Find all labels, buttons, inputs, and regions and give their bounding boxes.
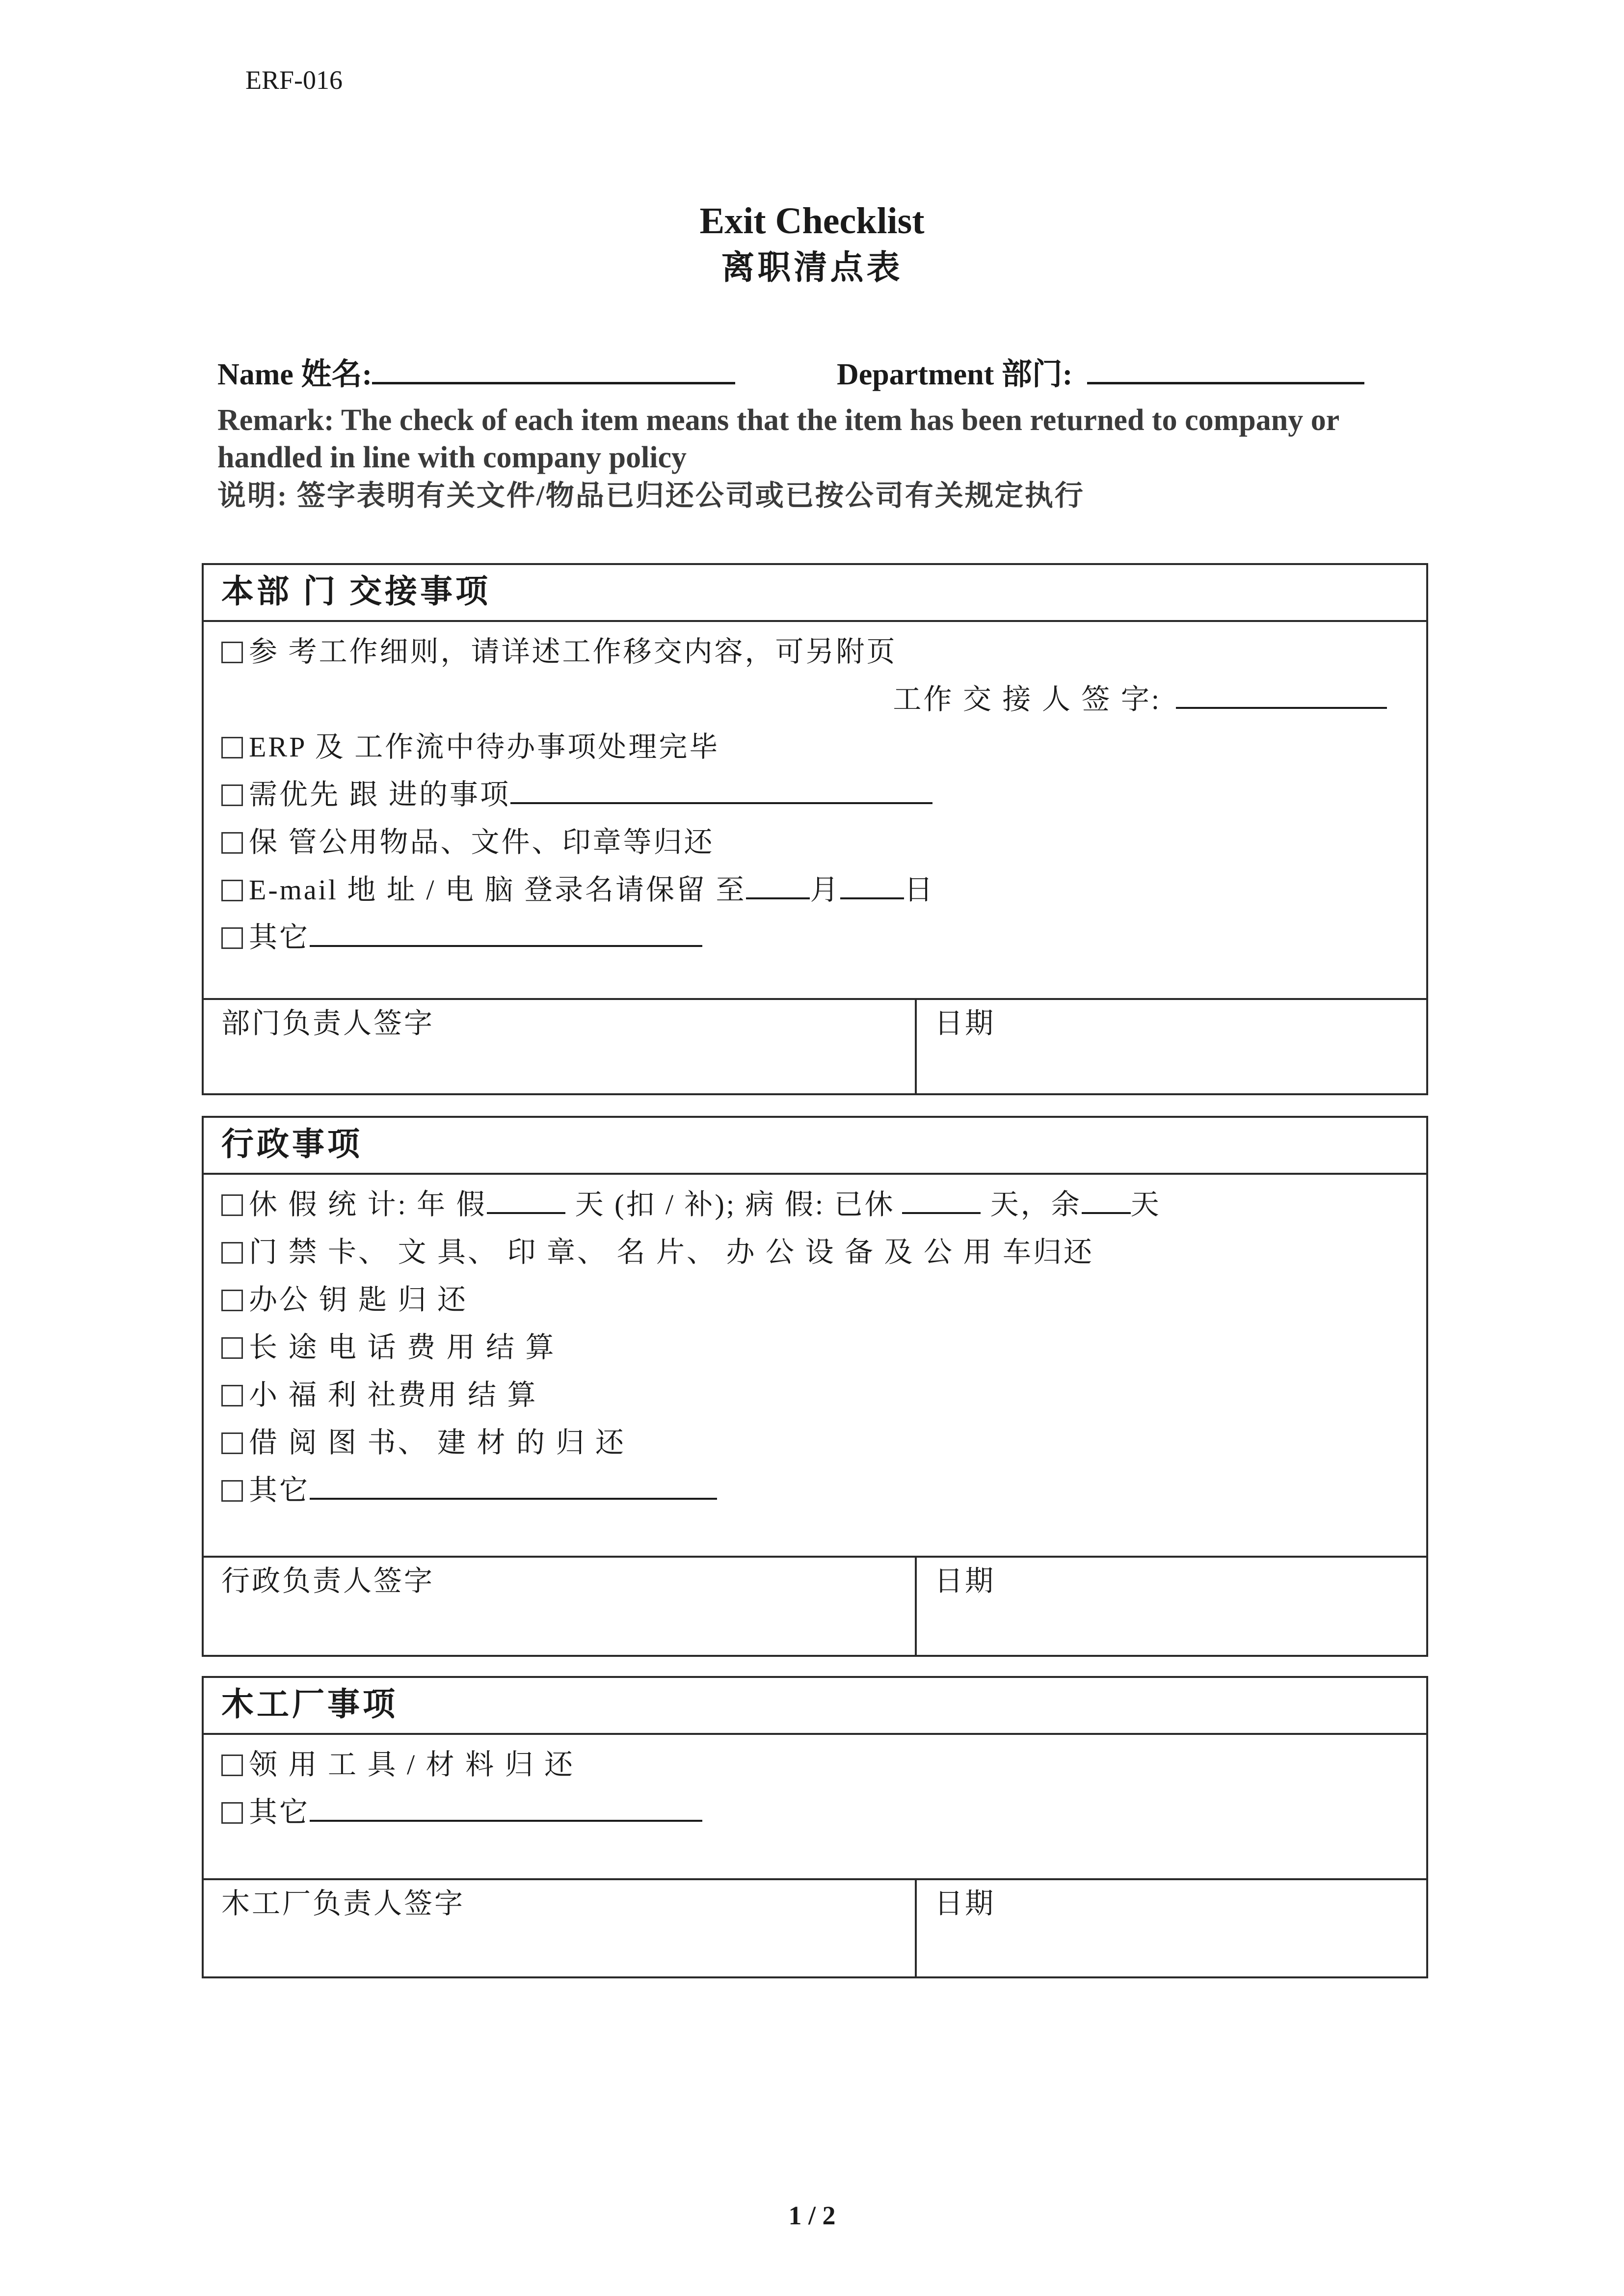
department-label: Department 部门: <box>837 358 1073 391</box>
sick-leave-blank[interactable] <box>902 1188 981 1214</box>
checkbox-icon[interactable] <box>221 642 243 663</box>
signature-cell[interactable] <box>204 1880 917 1976</box>
checklist-item[interactable] <box>221 1324 1426 1371</box>
checkbox-icon[interactable] <box>221 1337 243 1359</box>
department-blank[interactable] <box>1087 354 1364 384</box>
item-blank[interactable] <box>310 920 702 947</box>
item-label: 门 禁 卡、 文 具、 印 章、 名 片、 办 公 设 备 及 公 用 车归还 <box>249 1236 1094 1268</box>
checklist-item[interactable] <box>221 1419 1426 1466</box>
item-label: 保 管公用物品、文件、印章等归还 <box>249 826 715 858</box>
leave-day-end: 天 <box>1130 1189 1161 1220</box>
item-label: 办公 钥 匙 归 还 <box>249 1284 468 1316</box>
checkbox-icon[interactable] <box>221 1194 243 1216</box>
checklist-item[interactable] <box>221 1276 1426 1324</box>
remark-chinese: 说明: 签字表明有关文件/物品已归还公司或已按公司有关规定执行 <box>217 480 1085 512</box>
checklist-item[interactable] <box>221 914 1426 961</box>
section-body <box>204 622 1426 961</box>
section-department-handover <box>202 563 1428 1095</box>
checkbox-icon[interactable] <box>221 1432 243 1454</box>
checklist-item[interactable] <box>221 866 1426 914</box>
item-label: 领 用 工 具 / 材 料 归 还 <box>249 1749 575 1781</box>
signature-label: 部门负责人签字 <box>221 1007 435 1039</box>
item-label: ERP 及 工作流中待办事项处理完毕 <box>249 731 720 763</box>
item-label: E-mail 地 址 / 电 脑 登录名请保留 至 <box>249 874 746 906</box>
leave-days-label: 天 (扣 / 补); 病 假: 已休 <box>575 1189 895 1220</box>
name-field[interactable] <box>217 352 735 397</box>
checkbox-icon[interactable] <box>221 927 243 949</box>
checkbox-icon[interactable] <box>221 880 243 901</box>
checklist-item[interactable] <box>221 771 1426 818</box>
section-heading: 木工厂事项 <box>204 1678 1426 1735</box>
checkbox-icon[interactable] <box>221 832 243 854</box>
date-label: 日期 <box>934 1007 996 1039</box>
checklist-item[interactable] <box>221 1371 1426 1419</box>
checkbox-icon[interactable] <box>221 1242 243 1264</box>
signature-label: 木工厂负责人签字 <box>221 1888 465 1919</box>
item-label: 其它 <box>249 921 310 953</box>
checkbox-icon[interactable] <box>221 784 243 806</box>
item-label: 小 福 利 社费用 结 算 <box>249 1379 538 1411</box>
title-english: Exit Checklist <box>699 200 925 242</box>
checkbox-icon[interactable] <box>221 1480 243 1502</box>
day-blank[interactable] <box>840 873 904 899</box>
name-label: Name 姓名: <box>217 358 373 391</box>
handover-sign-blank[interactable] <box>1176 682 1387 709</box>
signature-cell[interactable] <box>204 1000 917 1093</box>
item-label: 长 途 电 话 费 用 结 算 <box>249 1331 556 1363</box>
day-label: 日 <box>904 874 935 906</box>
checklist-item[interactable] <box>221 1181 1426 1228</box>
handover-sign-label: 工作 交 接 人 签 字: <box>893 683 1161 715</box>
section-body <box>204 1735 1426 1836</box>
item-label: 其它 <box>249 1474 310 1506</box>
department-field[interactable] <box>837 352 1364 397</box>
name-blank[interactable] <box>372 354 735 384</box>
remark-english: Remark: The check of each item means that the item has been returned to company or handled in line with company policy <box>217 404 1339 474</box>
checklist-item[interactable] <box>221 1741 1426 1788</box>
item-label: 需优先 跟 进的事项 <box>249 779 511 810</box>
checklist-item[interactable] <box>221 1466 1426 1514</box>
item-label: 其它 <box>249 1796 310 1828</box>
section-heading: 行政事项 <box>204 1118 1426 1175</box>
annual-leave-blank[interactable] <box>487 1188 565 1214</box>
remaining-leave-blank[interactable] <box>1082 1188 1131 1214</box>
section-heading: 本部 门 交接事项 <box>204 565 1426 622</box>
checkbox-icon[interactable] <box>221 1385 243 1406</box>
leave-day-unit: 天，余 <box>990 1189 1082 1220</box>
item-label: 参 考工作细则，请详述工作移交内容，可另附页 <box>249 636 897 668</box>
item-label: 借 阅 图 书、 建 材 的 归 还 <box>249 1427 626 1459</box>
checklist-item[interactable] <box>221 628 1426 675</box>
section-footer <box>204 998 1426 1093</box>
checkbox-icon[interactable] <box>221 1802 243 1824</box>
section-administration <box>202 1116 1428 1657</box>
date-cell[interactable] <box>917 1000 1426 1093</box>
checklist-item[interactable] <box>221 723 1426 771</box>
month-blank[interactable] <box>746 873 810 899</box>
checklist-item[interactable] <box>221 818 1426 866</box>
handover-signature-line[interactable] <box>221 675 1426 723</box>
date-cell[interactable] <box>917 1880 1426 1976</box>
item-blank[interactable] <box>310 1795 702 1822</box>
item-blank[interactable] <box>510 778 932 804</box>
signature-label: 行政负责人签字 <box>221 1565 435 1597</box>
checklist-item[interactable] <box>221 1228 1426 1276</box>
section-footer <box>204 1878 1426 1976</box>
signature-cell[interactable] <box>204 1558 917 1655</box>
date-label: 日期 <box>934 1888 996 1919</box>
date-label: 日期 <box>934 1565 996 1597</box>
checkbox-icon[interactable] <box>221 1755 243 1776</box>
checkbox-icon[interactable] <box>221 737 243 758</box>
section-woodworking-factory <box>202 1676 1428 1978</box>
checklist-item[interactable] <box>221 1788 1426 1836</box>
item-blank[interactable] <box>310 1473 717 1500</box>
section-body <box>204 1175 1426 1514</box>
title-block <box>0 196 1624 290</box>
date-cell[interactable] <box>917 1558 1426 1655</box>
document-code: ERF-016 <box>245 65 343 95</box>
section-footer <box>204 1556 1426 1655</box>
title-chinese: 离职清点表 <box>721 249 903 286</box>
page-number: 1 / 2 <box>788 2201 836 2230</box>
checkbox-icon[interactable] <box>221 1290 243 1311</box>
month-label: 月 <box>810 874 841 906</box>
item-label: 休 假 统 计: 年 假 <box>249 1189 487 1220</box>
